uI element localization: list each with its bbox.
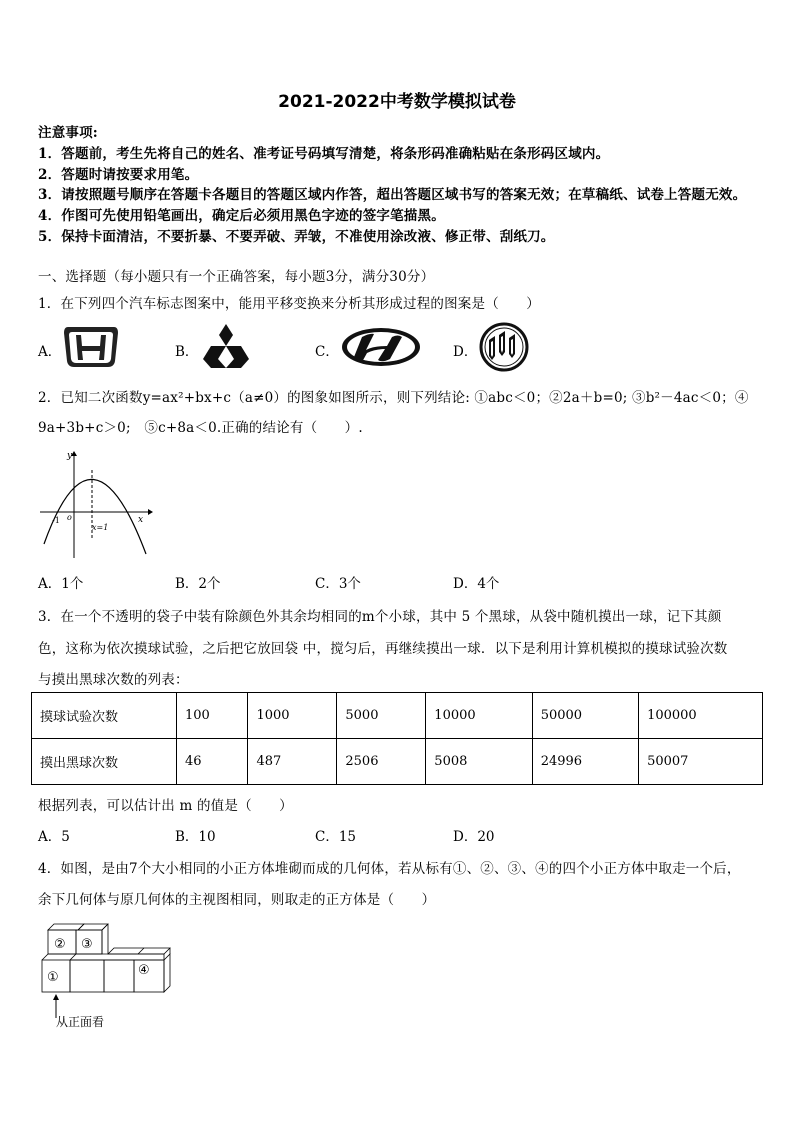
table-cell: 487 xyxy=(248,739,337,785)
parabola-graph xyxy=(36,450,154,560)
table-cell: 2506 xyxy=(337,739,426,785)
cube-label-1: ① xyxy=(47,970,59,985)
notice-item: 3．请按照题号顺序在答题卡各题目的答题区域内作答，超出答题区域书写的答案无效；在草稿纸、试卷上答题无效。 xyxy=(38,187,747,203)
question-3-after: 根据列表，可以估计出 m 的值是（ ） xyxy=(38,798,293,814)
question-2-line2: 9a+3b+c＞0; ⑤c+8a＜0.正确的结论有（ ）. xyxy=(38,420,363,436)
question-3-line3: 与摸出黑球次数的列表： xyxy=(38,672,189,688)
table-cell: 50000 xyxy=(532,693,638,739)
hyundai-logo-icon xyxy=(340,326,422,368)
graph-axis-label: x=1 xyxy=(92,523,109,532)
table-cell: 1000 xyxy=(248,693,337,739)
notice-item: 5．保持卡面清洁，不要折暴、不要弄破、弄皱，不准使用涂改液、修正带、刮纸刀。 xyxy=(38,229,555,245)
q2-option-a: A．1个 xyxy=(38,576,84,592)
graph-origin-label: o xyxy=(67,513,72,522)
table-cell: 100 xyxy=(177,693,248,739)
question-1-stem: 1．在下列四个汽车标志图案中，能用平移变换来分析其形成过程的图案是（ ） xyxy=(38,296,540,312)
cube-label-3: ③ xyxy=(81,937,93,952)
table-cell: 5008 xyxy=(426,739,532,785)
question-4-line2: 余下几何体与原几何体的主视图相同，则取走的正方体是（ ） xyxy=(38,892,436,908)
q2-option-d: D．4个 xyxy=(453,576,500,592)
q2-option-c: C．3个 xyxy=(315,576,361,592)
question-2-line1: 2．已知二次函数y=ax²+bx+c（a≠0）的图象如图所示，则下列结论: ①abc＜0；②2a＋b=0; ③b²－4ac＜0；④ xyxy=(38,390,749,406)
table-cell: 10000 xyxy=(426,693,532,739)
honda-logo-icon xyxy=(62,325,120,369)
q3-option-b: B．10 xyxy=(175,829,216,845)
notice-heading: 注意事项: xyxy=(38,125,98,141)
q1-option-b: B． xyxy=(175,344,199,360)
graph-neg-one-label: -1 xyxy=(52,516,60,525)
question-3-line1: 3．在一个不透明的袋子中装有除颜色外其余均相同的m个小球，其中 5 个黑球，从袋中随机摸出一球，记下其颜 xyxy=(38,609,722,625)
q1-option-c: C． xyxy=(315,344,339,360)
q3-option-c: C．15 xyxy=(315,829,357,845)
table-cell: 5000 xyxy=(337,693,426,739)
section-heading: 一、选择题（每小题只有一个正确答案，每小题3分，满分30分） xyxy=(38,269,435,285)
trial-table xyxy=(31,692,763,785)
table-row xyxy=(32,693,763,739)
table-cell: 100000 xyxy=(639,693,763,739)
graph-y-label: y xyxy=(67,451,73,461)
table-row xyxy=(32,739,763,785)
question-3-line2: 色，这称为依次摸球试验，之后把它放回袋 中，搅匀后，再继续摸出一球．以下是利用计算机模拟的摸球试验次数 xyxy=(38,641,728,657)
graph-x-label: x xyxy=(138,515,144,525)
table-cell: 摸球试验次数 xyxy=(32,693,177,739)
question-4-line1: 4．如图，是由7个大小相同的小正方体堆砌而成的几何体，若从标有①、②、③、④的四个小正方体中取走一个后， xyxy=(38,861,741,877)
table-cell: 46 xyxy=(177,739,248,785)
table-cell: 50007 xyxy=(639,739,763,785)
q3-option-d: D．20 xyxy=(453,829,495,845)
notice-item: 4．作图可先使用铅笔画出，确定后必须用黑色字迹的签字笔描黑。 xyxy=(38,208,445,224)
buick-logo-icon xyxy=(478,322,530,372)
table-cell: 摸出黑球次数 xyxy=(32,739,177,785)
figure-caption: 从正面看 xyxy=(56,1015,105,1029)
q1-option-d: D． xyxy=(453,344,478,360)
cube-label-2: ② xyxy=(54,937,66,952)
q3-option-a: A．5 xyxy=(38,829,70,845)
cube-stack-figure xyxy=(34,918,176,1030)
notice-item: 1．答题前，考生先将自己的姓名、准考证号码填写清楚，将条形码准确粘贴在条形码区域内。 xyxy=(38,146,610,162)
q1-option-a: A． xyxy=(38,344,62,360)
page-title: 2021-2022中考数学模拟试卷 xyxy=(278,92,516,112)
notice-item: 2．答题时请按要求用笔。 xyxy=(38,167,199,183)
cube-label-4: ④ xyxy=(138,963,150,978)
q2-option-b: B．2个 xyxy=(175,576,221,592)
mitsubishi-logo-icon xyxy=(200,323,252,369)
table-cell: 24996 xyxy=(532,739,638,785)
